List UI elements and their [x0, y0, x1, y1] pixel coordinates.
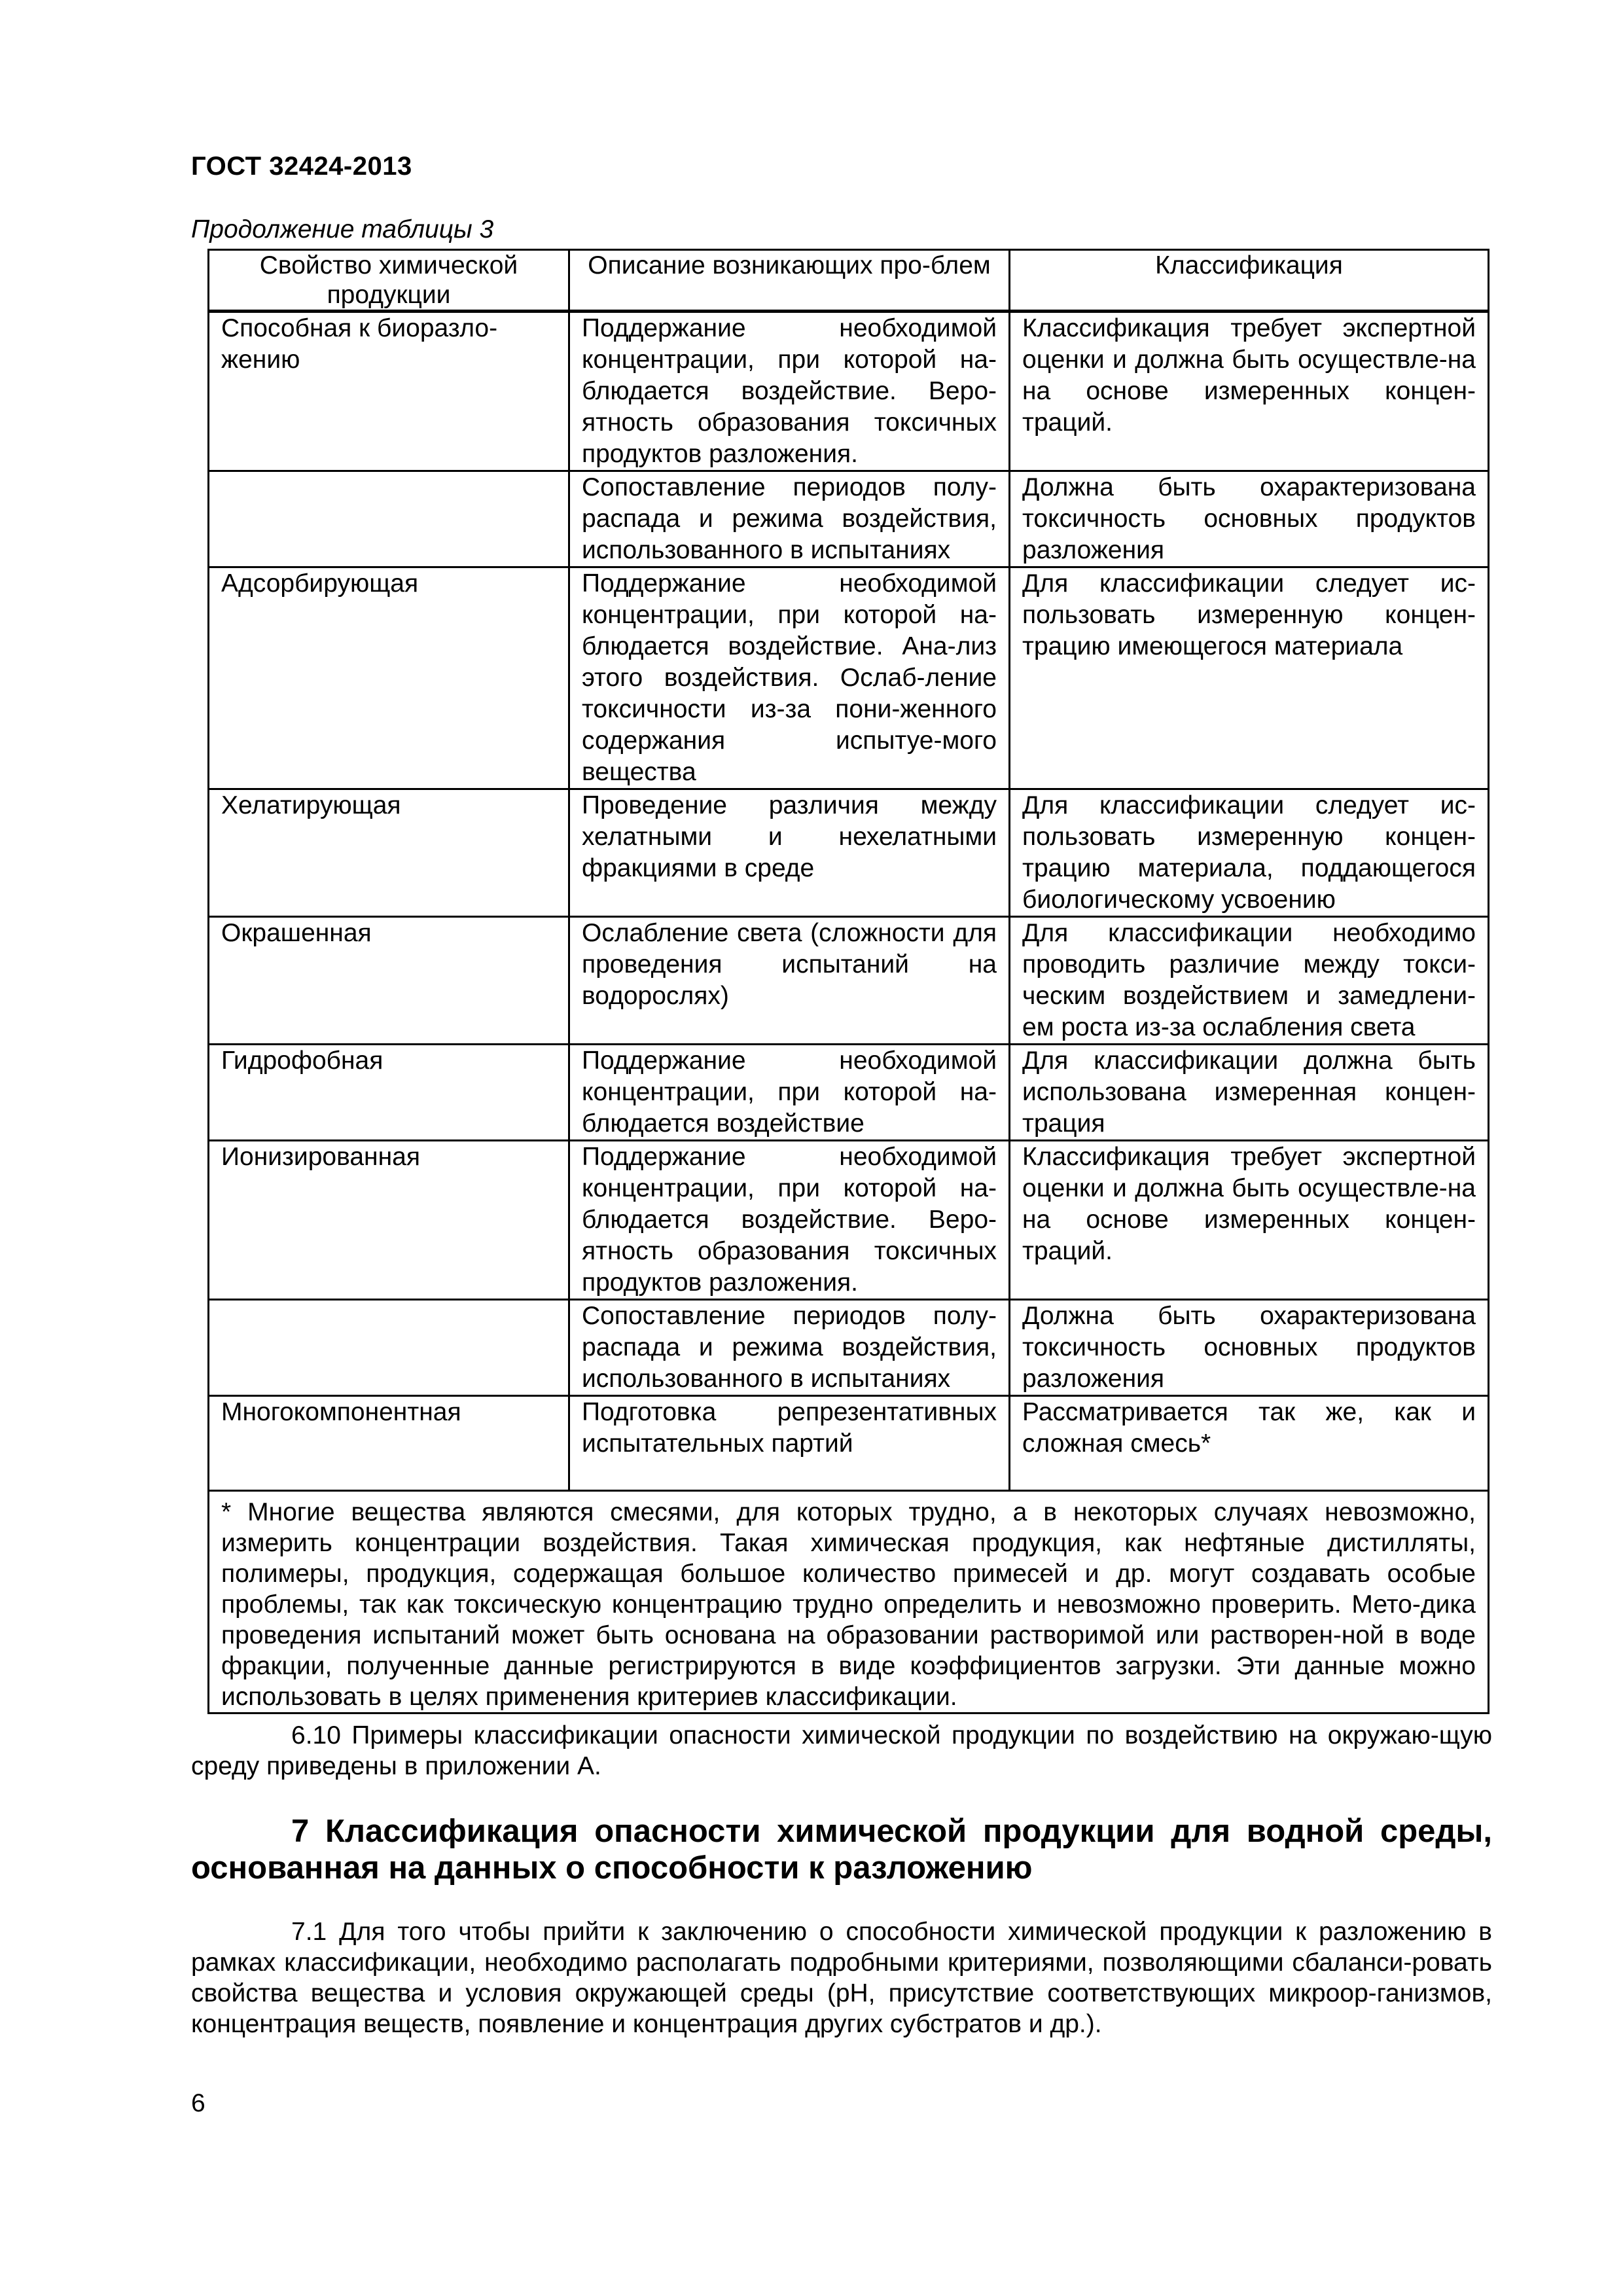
table-row [209, 471, 1489, 567]
cell-property: Ионизированная [209, 1141, 569, 1300]
table-row [209, 1300, 1489, 1396]
page-number: 6 [191, 2089, 205, 2117]
cell-classification-text: Рассматривается так же, как и сложная смесь* [1022, 1398, 1476, 1458]
cell-property [209, 1300, 569, 1396]
cell-classification: Должна быть охарактеризована токсичность основных продуктов разложения [1010, 471, 1489, 567]
hazard-properties-table [207, 249, 1489, 1714]
cell-description: Проведение различия между хелатными и нехелатными фракциями в среде [569, 789, 1010, 917]
cell-classification: Должна быть охарактеризована токсичность основных продуктов разложения [1010, 1300, 1489, 1396]
cell-description: Поддержание необходимой концентрации, при которой на-блюдается воздействие. Ана-лиз этого воздействия. Ослаб-ление токсичности из-за пони-женного содержания испытуе-мого вещества [569, 567, 1010, 789]
paragraph-7-1: 7.1 Для того чтобы прийти к заключению о способности химической продукции к разложению в рамках классификации, необходимо располагать подробными критериями, позволяющими сбаланси-ровать свойства вещества и условия окружающей среды (pH, присутствие соответствующих микроор-ганизмов, концентрация веществ, появление и концентрация других субстратов и др.). [191, 1918, 1492, 2038]
cell-classification: Классификация требует экспертной оценки и должна быть осуществле-на на основе измеренных концен-траций. [1010, 1141, 1489, 1300]
cell-description: Сопоставление периодов полу-распада и режима воздействия, использованного в испытаниях [569, 471, 1010, 567]
cell-classification: Для классификации следует ис-пользовать измеренную концен-трацию материала, поддающегося биологическому усвоению [1010, 789, 1489, 917]
cell-description: Поддержание необходимой концентрации, при которой на-блюдается воздействие [569, 1045, 1010, 1141]
table-row [209, 312, 1489, 471]
cell-property: Окрашенная [209, 917, 569, 1045]
header-description: Описание возникающих про-блем [569, 250, 1010, 312]
table-row [209, 1396, 1489, 1491]
cell-property: Хелатирующая [209, 789, 569, 917]
cell-description: Сопоставление периодов полу-распада и режима воздействия, использованного в испытаниях [569, 1300, 1010, 1396]
cell-classification: Для классификации необходимо проводить различие между токси-ческим воздействием и замедлени-ем роста из-за ослабления света [1010, 917, 1489, 1045]
cell-classification: Для классификации должна быть использована измеренная концен-трация [1010, 1045, 1489, 1141]
cell-description: Поддержание необходимой концентрации, при которой на-блюдается воздействие. Веро-ятность образования токсичных продуктов разложения. [569, 312, 1010, 471]
table-footnote-row [209, 1491, 1489, 1713]
cell-classification: Для классификации следует ис-пользовать измеренную концен-трацию имеющегося материала [1010, 567, 1489, 789]
table-row [209, 917, 1489, 1045]
cell-description: Ослабление света (сложности для проведения испытаний на водорослях) [569, 917, 1010, 1045]
cell-property: Гидрофобная [209, 1045, 569, 1141]
cell-description: Подготовка репрезентативных испытательных партий [569, 1396, 1010, 1491]
standard-code: ГОСТ 32424-2013 [191, 152, 412, 181]
cell-classification: Классификация требует экспертной оценки и должна быть осуществле-на на основе измеренных концен-траций. [1010, 312, 1489, 471]
cell-property: Адсорбирующая [209, 567, 569, 789]
table-row [209, 567, 1489, 789]
cell-classification [1010, 1396, 1489, 1491]
paragraph-6-10: 6.10 Примеры классификации опасности химической продукции по воздействию на окружаю-щую среду приведены в приложении А. [191, 1721, 1492, 1780]
table-row [209, 1141, 1489, 1300]
cell-description: Поддержание необходимой концентрации, при которой на-блюдается воздействие. Веро-ятность образования токсичных продуктов разложения. [569, 1141, 1010, 1300]
cell-property: Многокомпонентная [209, 1396, 569, 1491]
cell-property [209, 471, 569, 567]
header-classification: Классификация [1010, 250, 1489, 312]
section-7-title: 7 Классификация опасности химической продукции для водной среды, основанная на данных о способности к разложению [191, 1814, 1492, 1886]
table-row [209, 789, 1489, 917]
table-caption: Продолжение таблицы 3 [191, 215, 494, 243]
header-property: Свойство химической продукции [209, 250, 569, 312]
table-header-row [209, 250, 1489, 312]
table-footnote: * Многие вещества являются смесями, для которых трудно, а в некоторых случаях невозможно, измерить концентрации воздействия. Такая химическая продукция, как нефтяные дистилляты, полимеры, продукция, содержащая большое количество примесей и др. могут создавать особые проблемы, так как токсическую концентрацию трудно определить и невозможно проверить. Мето-дика проведения испытаний может быть основана на образовании растворимой или растворен-ной в воде фракции, полученные данные регистрируются в виде коэффициентов загрузки. Эти данные можно использовать в целях применения критериев классификации. [209, 1491, 1489, 1713]
table-row [209, 1045, 1489, 1141]
cell-property: Способная к биоразло-жению [209, 312, 569, 471]
